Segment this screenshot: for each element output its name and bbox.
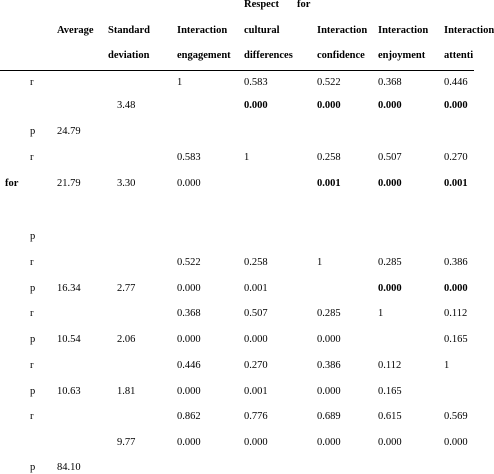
header-interaction-engagement: Interaction: [177, 25, 228, 36]
header-deviation: deviation: [108, 50, 150, 61]
table-cell: 1: [444, 360, 450, 371]
table-cell: 0.285: [378, 257, 402, 268]
table-cell: 0.000: [378, 437, 402, 448]
table-cell: 0.000: [244, 334, 268, 345]
table-cell: 0.446: [177, 360, 201, 371]
table-cell: 0.000: [378, 283, 402, 294]
table-cell: 0.446: [444, 77, 468, 88]
row-label: r: [30, 308, 34, 319]
table-cell: 0.258: [244, 257, 268, 268]
table-cell: 0.000: [444, 100, 468, 111]
table-cell: 0.000: [177, 178, 201, 189]
header-attention: attenti: [444, 50, 474, 61]
table-cell: 0.000: [317, 100, 341, 111]
table-cell: 0.000: [378, 100, 402, 111]
table-cell: 1: [378, 308, 384, 319]
table-cell: 0.386: [444, 257, 468, 268]
row-label: r: [30, 411, 34, 422]
header-confidence: confidence: [317, 50, 365, 61]
header-cultural: cultural: [244, 25, 280, 36]
table-cell: 0.000: [317, 386, 341, 397]
header-standard: Standard: [108, 25, 151, 36]
row-label: p: [30, 231, 36, 242]
row-label: r: [30, 152, 34, 163]
table-cell: 0.386: [317, 360, 341, 371]
table-cell: 0.000: [177, 283, 201, 294]
table-cell: 0.001: [444, 178, 468, 189]
average-value: 10.54: [57, 334, 81, 345]
sd-value: 2.06: [117, 334, 136, 345]
row-label: p: [30, 386, 36, 397]
table-cell: 0.000: [378, 178, 402, 189]
table-cell: 0.368: [177, 308, 201, 319]
sd-value: 1.81: [117, 386, 136, 397]
table-cell: 0.000: [177, 386, 201, 397]
table-cell: 0.776: [244, 411, 268, 422]
sd-value: 2.77: [117, 283, 136, 294]
table-cell: 1: [177, 77, 183, 88]
table-cell: 0.522: [317, 77, 341, 88]
table-cell: 0.583: [177, 152, 201, 163]
table-cell: 0.615: [378, 411, 402, 422]
header-respect: Respect: [244, 0, 279, 10]
table-cell: 0.165: [444, 334, 468, 345]
row-label: p: [30, 126, 36, 137]
sd-value: 3.48: [117, 100, 136, 111]
table-cell: 0.862: [177, 411, 201, 422]
sd-value: 3.30: [117, 178, 136, 189]
average-value: 9.77: [117, 437, 136, 448]
average-value: 10.63: [57, 386, 81, 397]
average-value: 24.79: [57, 126, 81, 137]
table-cell: 0.112: [444, 308, 468, 319]
row-label: p: [30, 334, 36, 345]
header-rule: [0, 70, 474, 71]
header-for: for: [297, 0, 311, 10]
table-cell: 0.258: [317, 152, 341, 163]
table-cell: 0.583: [244, 77, 268, 88]
table-cell: 0.112: [378, 360, 402, 371]
table-cell: 0.270: [444, 152, 468, 163]
average-value: 16.34: [57, 283, 81, 294]
table-cell: 0.507: [378, 152, 402, 163]
table-cell: 0.000: [244, 100, 268, 111]
row-label: r: [30, 257, 34, 268]
table-cell: 0.569: [444, 411, 468, 422]
header-interaction-confidence: Interaction: [317, 25, 368, 36]
table-cell: 0.000: [177, 334, 201, 345]
header-engagement: engagement: [177, 50, 231, 61]
row-label: p: [30, 283, 36, 294]
table-cell: 0.270: [244, 360, 268, 371]
row-label: p: [30, 462, 36, 473]
row-label: r: [30, 77, 34, 88]
table-cell: 1: [317, 257, 323, 268]
header-average: Average: [57, 25, 94, 36]
row-label: r: [30, 360, 34, 371]
table-cell: 0.000: [317, 437, 341, 448]
table-cell: 0.689: [317, 411, 341, 422]
table-cell: 0.368: [378, 77, 402, 88]
table-cell: 0.000: [317, 334, 341, 345]
table-cell: 0.000: [244, 437, 268, 448]
header-interaction-attention: Interaction: [444, 25, 494, 36]
table-cell: 0.001: [244, 283, 268, 294]
table-cell: 0.165: [378, 386, 402, 397]
header-interaction-enjoyment: Interaction: [378, 25, 429, 36]
table-cell: 0.001: [317, 178, 341, 189]
average-value: 21.79: [57, 178, 81, 189]
table-cell: 0.000: [177, 437, 201, 448]
table-cell: 0.285: [317, 308, 341, 319]
table-cell: 1: [244, 152, 250, 163]
header-enjoyment: enjoyment: [378, 50, 426, 61]
row-label-for: for: [5, 178, 19, 189]
table-cell: 0.507: [244, 308, 268, 319]
table-cell: 0.522: [177, 257, 201, 268]
table-cell: 0.001: [244, 386, 268, 397]
table-cell: 0.000: [444, 283, 468, 294]
table-cell: 0.000: [444, 437, 468, 448]
header-differences: differences: [244, 50, 293, 61]
average-value: 84.10: [57, 462, 81, 473]
